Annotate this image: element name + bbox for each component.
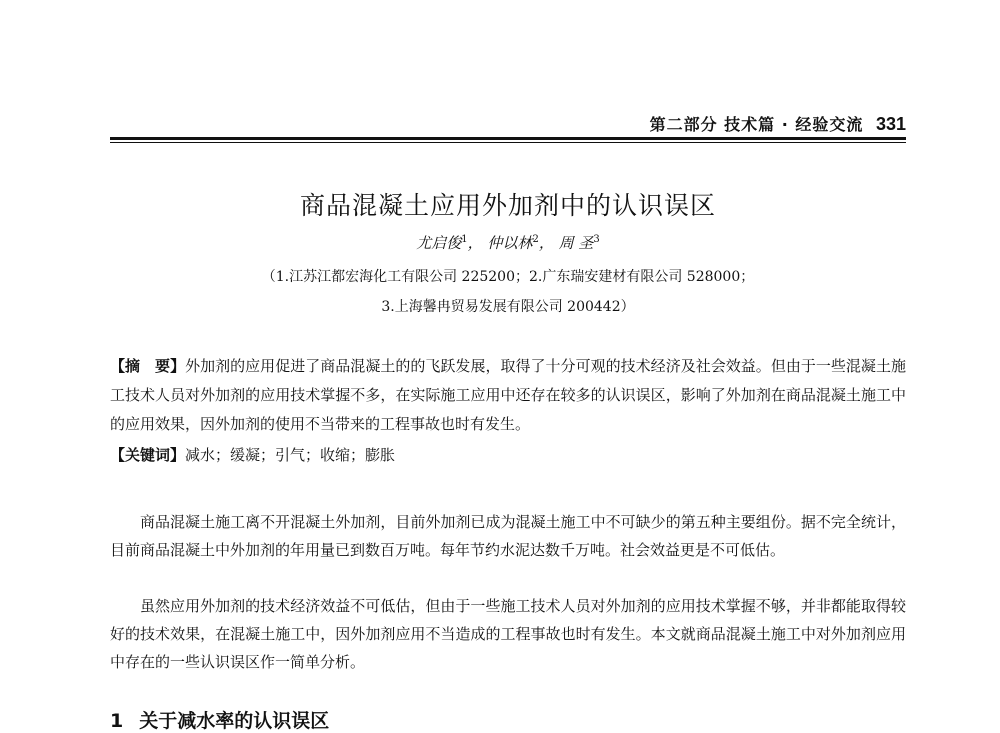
paragraph-text: 虽然应用外加剂的技术经济效益不可低估，但由于一些施工技术人员对外加剂的应用技术掌握不够，并非都能取得较好的技术效果，在混凝土施工中，因外加剂应用不当造成的工程事故也时有发生。本文就商品混凝土施工中对外加剂应用中存在的一些认识误区作一简单分析。 xyxy=(110,597,906,671)
header-rule-thin xyxy=(110,142,906,143)
affiliation-line-1: （1.江苏江都宏海化工有限公司 225200；2.广东瑞安建材有限公司 528000； xyxy=(261,269,755,285)
paragraph-text: 商品混凝土施工离不开混凝土外加剂，目前外加剂已成为混凝土施工中不可缺少的第五种主要组份。据不完全统计，目前商品混凝土中外加剂的年用量已到数百万吨。每年节约水泥达数千万吨。社会效益更是不可低估。 xyxy=(110,513,906,559)
author-name: 尤启俊 xyxy=(416,234,462,252)
section-heading xyxy=(110,706,329,733)
author-affil-mark: 3 xyxy=(593,234,600,245)
body-paragraph-1 xyxy=(110,508,906,564)
article-title: 商品混凝土应用外加剂中的认识误区 xyxy=(299,191,716,220)
author-name: 周 圣 xyxy=(558,234,594,252)
keywords-text: 减水；缓凝；引气；收缩；膨胀 xyxy=(185,446,396,464)
header-rule-thick xyxy=(110,137,906,140)
affiliation-line-2: 3.上海馨冉贸易发展有限公司 200442） xyxy=(381,299,635,315)
header-section-title: 第二部分 技术篇 · 经验交流 xyxy=(649,115,864,134)
running-header xyxy=(110,112,906,138)
keywords xyxy=(110,441,906,470)
section-title: 关于减水率的认识误区 xyxy=(139,710,330,732)
keywords-label: 【关键词】 xyxy=(110,446,186,464)
section-number: 1 xyxy=(110,710,124,732)
body-paragraph-2 xyxy=(110,592,906,676)
author-affil-mark: 1 xyxy=(461,234,468,245)
author-name: 仲以林 xyxy=(487,234,533,252)
abstract-text: 外加剂的应用促进了商品混凝土的的飞跃发展，取得了十分可观的技术经济及社会效益。但由于一些混凝土施工技术人员对外加剂的应用技术掌握不多，在实际施工应用中还存在较多的认识误区，影响了外加剂在商品混凝土施工中的应用效果，因外加剂的使用不当带来的工程事故也时有发生。 xyxy=(110,357,906,433)
author-line: 尤启俊$^1$， 仲以林$^2$， 周 圣$^3$ xyxy=(416,234,600,252)
abstract xyxy=(110,352,906,439)
page-number: 331 xyxy=(875,114,906,134)
abstract-label: 【摘 要】 xyxy=(110,357,186,375)
author-affil-mark: 2 xyxy=(532,234,539,245)
